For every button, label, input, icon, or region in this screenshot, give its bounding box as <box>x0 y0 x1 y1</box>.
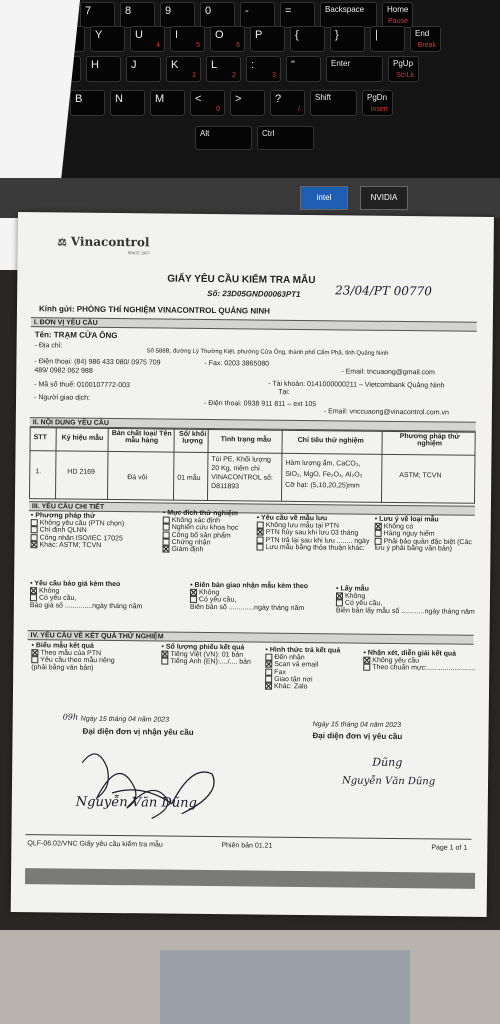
sample-request-form <box>11 212 494 917</box>
note-option: Hàng nguy hiểm <box>375 530 475 538</box>
checkbox-icon <box>190 596 197 603</box>
checkbox-icon <box>257 522 264 529</box>
date-right: Ngày 15 tháng 04 năm 2023 <box>312 721 402 730</box>
key-5-1: Ctrl <box>257 126 314 150</box>
checkbox-icon <box>31 534 38 541</box>
section-3-title: III. YÊU CẦU CHI TIẾT <box>29 501 475 516</box>
footer-code: QLF-06.02/VNC Giấy yêu cầu kiểm tra mẫu <box>27 840 163 849</box>
phone: - Điện thoại: (84) 986 433 080/ 0975 709 <box>34 358 161 367</box>
checkbox-icon <box>336 600 343 607</box>
vinacontrol-logo <box>58 234 150 249</box>
delivery-option: Fax <box>265 668 340 676</box>
th-tests: Chỉ tiêu thử nghiệm <box>297 436 364 445</box>
form-title: GIẤY YÊU CẦU KIỂM TRA MẪU <box>167 273 316 287</box>
address-value: Số 588B, đường Lý Thường Kiệt, phường Cửa Ông, thành phố Cẩm Phả, tỉnh Quảng Ninh <box>146 348 389 357</box>
key-2-3: I 5 <box>170 26 205 52</box>
handover-option: Không <box>190 589 330 598</box>
th-code: Ký hiệu mẫu <box>61 434 104 442</box>
key-2-5: P <box>250 26 285 52</box>
delivery-option: Giao tận nơi <box>265 676 340 684</box>
checkbox-icon <box>161 651 168 658</box>
purpose-group: • Mục đích thử nghiệm Không xác định Nghiên cứu khoa học Công bố sản phẩm Chứng nhận Giám định <box>162 510 252 555</box>
th-type: Bản chất loại/ Tên mẫu hàng <box>111 429 172 445</box>
key-4-6: Shift <box>310 90 357 116</box>
logo-since: SINCE 1957 <box>127 250 150 256</box>
signer-left-name: Nguyễn Văn Dũng <box>75 794 197 811</box>
storage-option: Không lưu mẫu tại PTN <box>257 522 370 531</box>
result-option: Theo mẫu của PTN <box>31 649 114 657</box>
date-left: Ngày 15 tháng 04 năm 2023 <box>80 715 170 724</box>
checkbox-icon <box>31 649 38 656</box>
checkbox-icon <box>363 664 370 671</box>
key-1-3: 9 <box>160 2 195 28</box>
sign-right-title: Đại diện đơn vị yêu cầu <box>312 731 403 742</box>
key-2-4: O 6 <box>210 26 245 52</box>
th-method: Phương pháp thử nghiệm <box>399 433 460 448</box>
delivery-option: Đến nhận <box>265 654 340 662</box>
intel-sticker: intel <box>300 186 348 210</box>
note-group: • Lưu ý về loại mẫu Không có Hàng nguy hiểm Phải bảo quản đặc biệt (Các lưu ý phải bằng văn bản) <box>374 516 474 553</box>
signer-right-name: Nguyễn Văn Dũng <box>342 775 436 788</box>
purpose-option: Không xác định <box>163 517 253 525</box>
bank-at: Tại: <box>278 388 290 396</box>
quote-group: • Yêu cầu báo giá kèm theo Không Có yêu cầu, Báo giá số ..............ngày tháng năm <box>30 580 160 610</box>
storage-group: • Yêu cầu về mẫu lưu Không lưu mẫu tại PTN PTN hủy sau khi lưu 03 tháng PTN trả lại sau khi lưu ........ ngày Lưu mẫu bằng thỏa thuận khác: <box>256 514 370 553</box>
key-5-0: Alt <box>195 126 252 150</box>
checkbox-icon <box>265 661 272 668</box>
checkbox-icon <box>162 546 169 553</box>
checkbox-icon <box>31 519 38 526</box>
handover-group: • Biên bản giao nhận mẫu kèm theo Không Có yêu cầu, Biên bản số .............ngày tháng năm <box>190 582 330 612</box>
key-1-7: Backspace <box>320 2 377 28</box>
signature-left <box>72 733 233 825</box>
key-1-4: 0 <box>200 2 235 28</box>
deliverer-email: - Email: vnccuaong@vinacontrol.com.vn <box>323 408 449 417</box>
unit-name: Tên: TRẠM CỬA ÔNG <box>34 330 118 341</box>
method-option: Công nhận ISO/IEC 17025 <box>31 534 125 542</box>
section-1-title: I. ĐƠN VỊ YÊU CẦU <box>31 317 477 332</box>
key-3-7: Enter <box>326 56 383 82</box>
address-label: - Địa chỉ: <box>34 342 63 350</box>
sampling-option: Có yêu cầu, <box>336 600 476 609</box>
checkbox-icon <box>163 517 170 524</box>
interpretation-option: Không yêu cầu <box>363 657 471 665</box>
floor-mat <box>160 950 410 1024</box>
storage-option: PTN trả lại sau khi lưu ........ ngày <box>257 536 370 545</box>
copies-group: • Số lượng phiếu kết quả Tiếng Việt (VN): 01 bản Tiếng Anh (EN):..../.... bản <box>161 643 252 667</box>
key-4-7: PgDn Insert <box>362 90 393 116</box>
scan-shadow-band <box>25 868 475 889</box>
checkbox-icon <box>163 524 170 531</box>
key-4-5: ? / <box>270 90 305 116</box>
interpretation-group: • Nhận xét, diễn giải kết quả Không yêu cầu Theo chuẩn mực:......................... <box>363 649 476 673</box>
interpretation-option: Theo chuẩn mực:......................... <box>363 664 471 672</box>
th-stt: STT <box>33 434 47 442</box>
checkbox-icon <box>375 530 382 537</box>
checkbox-icon <box>30 587 37 594</box>
signature-right: Dũng <box>372 755 403 770</box>
form-number: Số: 23D05GND00063PT1 <box>207 288 301 299</box>
phone-2: 489/ 0982 062 988 <box>34 367 93 375</box>
storage-option: Lưu mẫu bằng thỏa thuận khác: <box>256 544 369 553</box>
checkbox-icon <box>161 658 168 665</box>
copies-option: Tiếng Việt (VN): 01 bản <box>161 651 251 659</box>
key-1-2: 8 <box>120 2 155 28</box>
checkbox-icon <box>30 541 37 548</box>
storage-option: PTN hủy sau khi lưu 03 tháng <box>257 529 370 538</box>
nvidia-sticker: NVIDIA <box>360 186 408 210</box>
row-type: Đá vôi <box>127 474 148 482</box>
key-4-2: M <box>150 90 185 116</box>
handover-option: Có yêu cầu, <box>190 596 330 605</box>
key-1-6: = <box>280 2 315 28</box>
handwritten-number: 23/04/PT 00770 <box>335 283 432 299</box>
bank-account: - Tài khoản: 0141000000211 – Vietcombank Quảng Ninh <box>268 380 445 390</box>
row-status: Túi PE, Khối lượng 20 Kg, niêm chì VINACONTROL số: D811893 <box>211 456 273 491</box>
method-option: Không yêu cầu (PTN chọn) <box>31 519 125 527</box>
checkbox-icon <box>256 544 263 551</box>
key-2-1: Y <box>90 26 125 52</box>
scale-icon: ⚖ <box>57 237 67 249</box>
key-2-6: { <box>290 26 325 52</box>
note-option: Phải bảo quản đặc biệt (Các lưu ý phải bằng văn bản) <box>374 537 472 553</box>
delivery-option: Scan và email <box>265 661 340 669</box>
row-tests: Hàm lượng ẩm, CaCO₃, SiO₂, MgO, Fe₂O₃, Al₂O₃ Cỡ hạt: (5,10,20,25)mm <box>285 459 363 490</box>
key-3-3: K 1 <box>166 56 201 82</box>
checkbox-icon <box>163 539 170 546</box>
handwritten-time: 09h <box>62 712 79 722</box>
method-option: Chỉ định QLNN <box>31 526 125 534</box>
result-option: Yêu cầu theo mẫu riêng <box>31 657 114 665</box>
recipient: Kính gửi: PHÒNG THÍ NGHIỆM VINACONTROL QUẢNG NINH <box>38 304 271 316</box>
quote-option: Không <box>30 587 160 596</box>
key-3-1: H <box>86 56 121 82</box>
key-1-5: - <box>240 2 275 28</box>
email: - Email: tncuaong@gmail.com <box>341 368 435 377</box>
purpose-option: Chứng nhận <box>163 539 253 547</box>
checkbox-icon <box>336 592 343 599</box>
th-status: Tình trạng mẫu <box>220 436 272 444</box>
deliverer: - Người giao dịch: <box>34 394 91 402</box>
key-2-2: U 4 <box>130 26 165 52</box>
key-1-1: 7 <box>80 2 115 28</box>
checkbox-icon <box>265 668 272 675</box>
tax-code: - Mã số thuế: 0100107772-003 <box>34 381 130 390</box>
method-option: Khác: ASTM; TCVN <box>30 541 124 549</box>
key-2-9: End Break <box>410 26 441 52</box>
checkbox-icon <box>31 526 38 533</box>
method-group: • Phương pháp thử Không yêu cầu (PTN chọn) Chỉ định QLNN Công nhận ISO/IEC 17025 Khác: ASTM; TCVN <box>30 512 125 550</box>
footer-page: Page 1 of 1 <box>431 844 468 852</box>
checkbox-icon <box>375 537 382 544</box>
row-stt: 1. <box>35 468 42 476</box>
key-3-5: : 3 <box>246 56 281 82</box>
copies-option: Tiếng Anh (EN):..../.... bản <box>161 658 251 666</box>
delivery-group: • Hình thức trả kết quả Đến nhận Scan và email Fax Giao tận nơi Khác: Zalo <box>265 646 341 691</box>
key-2-8: | <box>370 26 405 52</box>
row-method: ASTM; TCVN <box>399 472 442 480</box>
deliverer-phone: - Điện thoại: 0938 911 811 – ext 105 <box>203 399 317 409</box>
key-2-7: } <box>330 26 365 52</box>
logo-text: Vinacontrol <box>70 234 150 250</box>
delivery-option: Khác: Zalo <box>265 683 340 691</box>
purpose-option: Giám định <box>162 546 252 554</box>
section-2-title: II. NỘI DUNG YÊU CẦU <box>30 417 476 432</box>
note-option: Không có <box>375 523 475 531</box>
section-4-title: IV. YÊU CẦU VỀ KẾT QUẢ THỬ NGHIỆM <box>28 630 474 645</box>
sign-left-title: Đại diện đơn vị nhận yêu cầu <box>82 726 194 737</box>
purpose-option: Công bố sản phẩm <box>163 531 253 539</box>
checkbox-icon <box>31 657 38 664</box>
quote-option: Có yêu cầu, <box>30 594 160 603</box>
result-form-group: • Biểu mẫu kết quả Theo mẫu của PTN Yêu cầu theo mẫu riêng (phải bằng văn bản) <box>31 642 115 672</box>
key-3-8: PgUp ScrLk <box>388 56 419 82</box>
checkbox-icon <box>375 523 382 530</box>
checkbox-icon <box>265 683 272 690</box>
key-3-6: " <box>286 56 321 82</box>
key-3-2: J <box>126 56 161 82</box>
checkbox-icon <box>190 589 197 596</box>
fax: - Fax: 0203 3865080 <box>204 359 270 368</box>
key-4-1: N <box>110 90 145 116</box>
footer-version: Phiên bản 01.21 <box>221 842 273 850</box>
checkbox-icon <box>363 657 370 664</box>
sampling-option: Không <box>336 592 476 601</box>
key-1-8: Home Pause <box>382 2 413 28</box>
key-4-3: < 0 <box>190 90 225 116</box>
row-code: HD 2169 <box>67 468 95 476</box>
checkbox-icon <box>257 536 264 543</box>
key-3-4: L 2 <box>206 56 241 82</box>
purpose-option: Nghiên cứu khoa học <box>163 524 253 532</box>
checkbox-icon <box>163 531 170 538</box>
checkbox-icon <box>265 676 272 683</box>
checkbox-icon <box>30 594 37 601</box>
key-4-4: > <box>230 90 265 116</box>
checkbox-icon <box>265 654 272 661</box>
sampling-group: • Lấy mẫu Không Có yêu cầu, Biên bản lấy mẫu số ............ngày tháng năm <box>335 585 475 616</box>
key-4-0: B <box>70 90 105 116</box>
row-qty: 01 mẫu <box>177 474 201 482</box>
th-qty: Số/ khối lượng <box>179 430 207 445</box>
checkbox-icon <box>257 529 264 536</box>
